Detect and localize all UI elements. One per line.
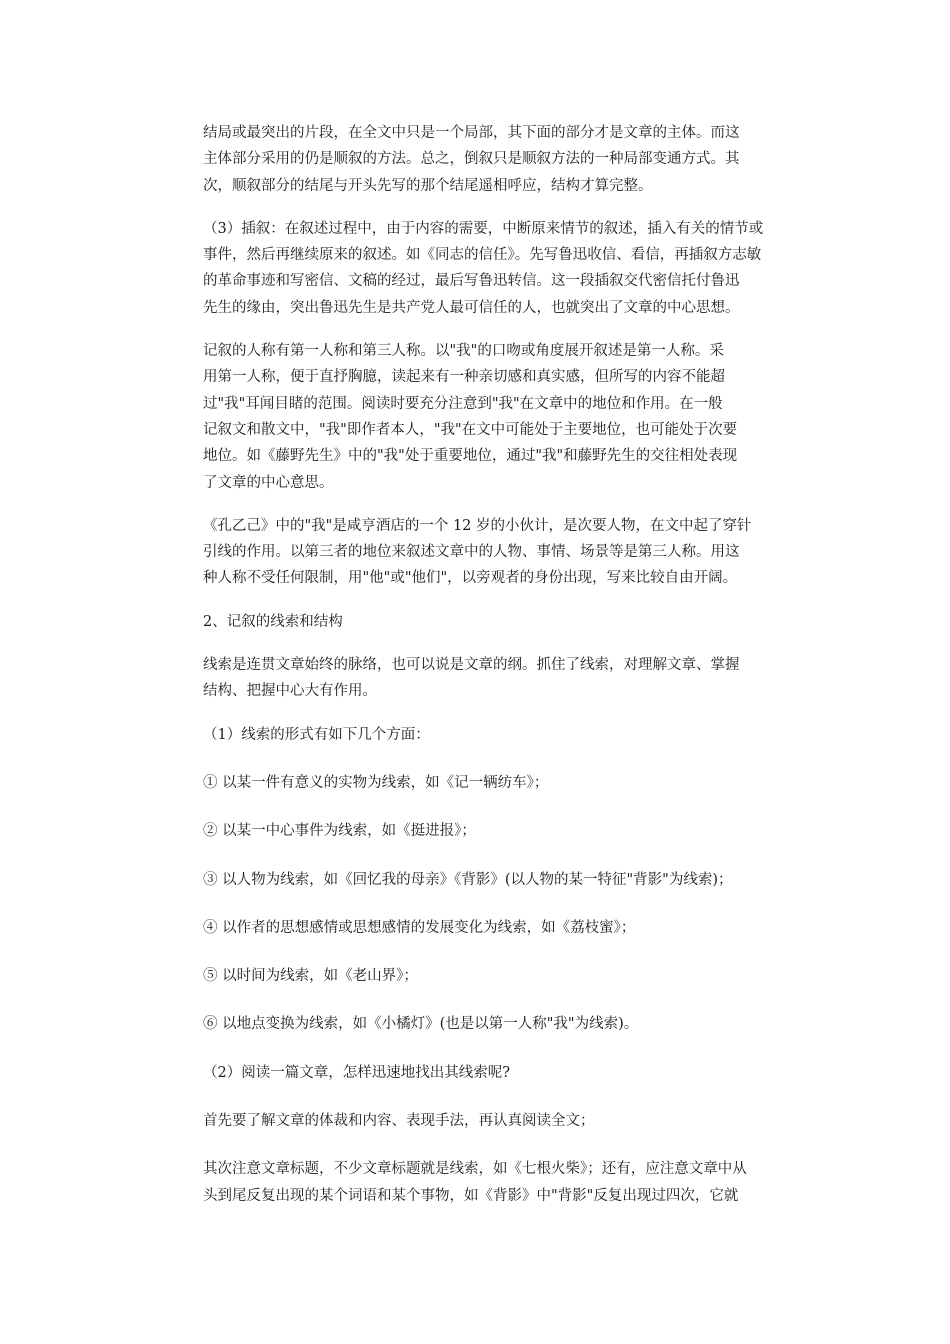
list-item-clue-1 — [203, 770, 808, 796]
text-line: 2、记叙的线索和结构 — [203, 613, 343, 630]
list-item-clue-3 — [203, 867, 808, 893]
text-line: ⑤ 以时间为线索，如《老山界》； — [203, 968, 418, 985]
text-line: 过"我"耳闻目睹的范围。阅读时要充分注意到"我"在文章中的地位和作用。在一般 — [203, 395, 723, 412]
text-line: 地位。如《藤野先生》中的"我"处于重要地位，通过"我"和藤野先生的交往相处表现 — [203, 448, 738, 465]
text-line: （1）线索的形式有如下几个方面： — [203, 726, 430, 743]
text-line: ④ 以作者的思想感情或思想感情的发展变化为线索，如《荔枝蜜》； — [203, 919, 636, 936]
paragraph-second-step — [203, 1156, 808, 1209]
text-line: 结局或最突出的片段，在全文中只是一个局部，其下面的部分才是文章的主体。而这 — [203, 125, 740, 141]
paragraph-first-person — [203, 338, 808, 496]
text-line: 主体部分采用的仍是顺叙的方法。总之，倒叙只是顺叙方法的一种局部变通方式。其 — [203, 151, 740, 168]
text-line: 《孔乙己》中的"我"是咸亨酒店的一个 12 岁的小伙计，是次要人物，在文中起了穿针 — [203, 517, 752, 534]
text-line: 了文章的中心意思。 — [203, 474, 334, 491]
text-line: 种人称不受任何限制，用"他"或"他们"，以旁观者的身份出现，写来比较自由开阔。 — [203, 570, 738, 587]
text-line: 记叙的人称有第一人称和第三人称。以"我"的口吻或角度展开叙述是第一人称。采 — [203, 343, 724, 360]
paragraph-flashback-summary — [203, 120, 808, 199]
paragraph-third-person — [203, 513, 808, 592]
list-item-clue-6 — [203, 1011, 808, 1037]
text-line: ② 以某一中心事件为线索，如《挺进报》； — [203, 823, 476, 840]
text-line: （3）插叙：在叙述过程中，由于内容的需要，中断原来情节的叙述，插入有关的情节或 — [203, 220, 764, 237]
paragraph-insert-narration — [203, 216, 808, 321]
paragraph-clue-definition — [203, 652, 808, 705]
subheading-find-clues — [203, 1060, 808, 1086]
subheading-clue-forms — [203, 722, 808, 748]
text-line: 首先要了解文章的体裁和内容、表现手法，再认真阅读全文； — [203, 1113, 595, 1130]
text-line: 头到尾反复出现的某个词语和某个事物，如《背影》中"背影"反复出现过四次，它就 — [203, 1187, 739, 1204]
paragraph-first-step — [203, 1108, 808, 1134]
text-line: （2）阅读一篇文章，怎样迅速地找出其线索呢? — [203, 1064, 510, 1081]
text-line: 线索是连贯文章始终的脉络，也可以说是文章的纲。抓住了线索，对理解文章、掌握 — [203, 657, 740, 674]
text-line: ⑥ 以地点变换为线索，如《小橘灯》(也是以第一人称"我"为线索)。 — [203, 1016, 639, 1033]
text-line: ① 以某一件有意义的实物为线索，如《记一辆纺车》； — [203, 774, 549, 791]
text-line: 次，顺叙部分的结尾与开头先写的那个结尾遥相呼应，结构才算完整。 — [203, 177, 653, 194]
text-line: 其次注意文章标题，不少文章标题就是线索，如《七根火柴》；还有，应注意文章中从 — [203, 1161, 747, 1178]
text-line: 先生的缘由，突出鲁迅先生是共产党人最可信任的人，也就突出了文章的中心思想。 — [203, 299, 740, 316]
text-line: 结构、把握中心大有作用。 — [203, 683, 377, 700]
text-line: 引线的作用。以第三者的地位来叙述文章中的人物、事情、场景等是第三人称。用这 — [203, 544, 740, 561]
list-item-clue-4 — [203, 915, 808, 941]
text-line: 的革命事迹和写密信、文稿的经过，最后写鲁迅转信。这一段插叙交代密信托付鲁迅 — [203, 273, 740, 290]
text-line: 记叙文和散文中，"我"即作者本人，"我"在文中可能处于主要地位，也可能处于次要 — [203, 421, 738, 438]
list-item-clue-5 — [203, 963, 808, 989]
list-item-clue-2 — [203, 818, 808, 844]
document-page — [203, 120, 808, 1209]
text-line: 用第一人称，便于直抒胸臆，读起来有一种亲切感和真实感，但所写的内容不能超 — [203, 369, 725, 386]
text-line: ③ 以人物为线索，如《回忆我的母亲》《背影》(以人物的某一特征"背影"为线索)； — [203, 871, 733, 888]
section-heading-clues-structure — [203, 609, 808, 635]
text-line: 事件，然后再继续原来的叙述。如《同志的信任》。先写鲁迅收信、看信，再插叙方志敏 — [203, 247, 762, 264]
